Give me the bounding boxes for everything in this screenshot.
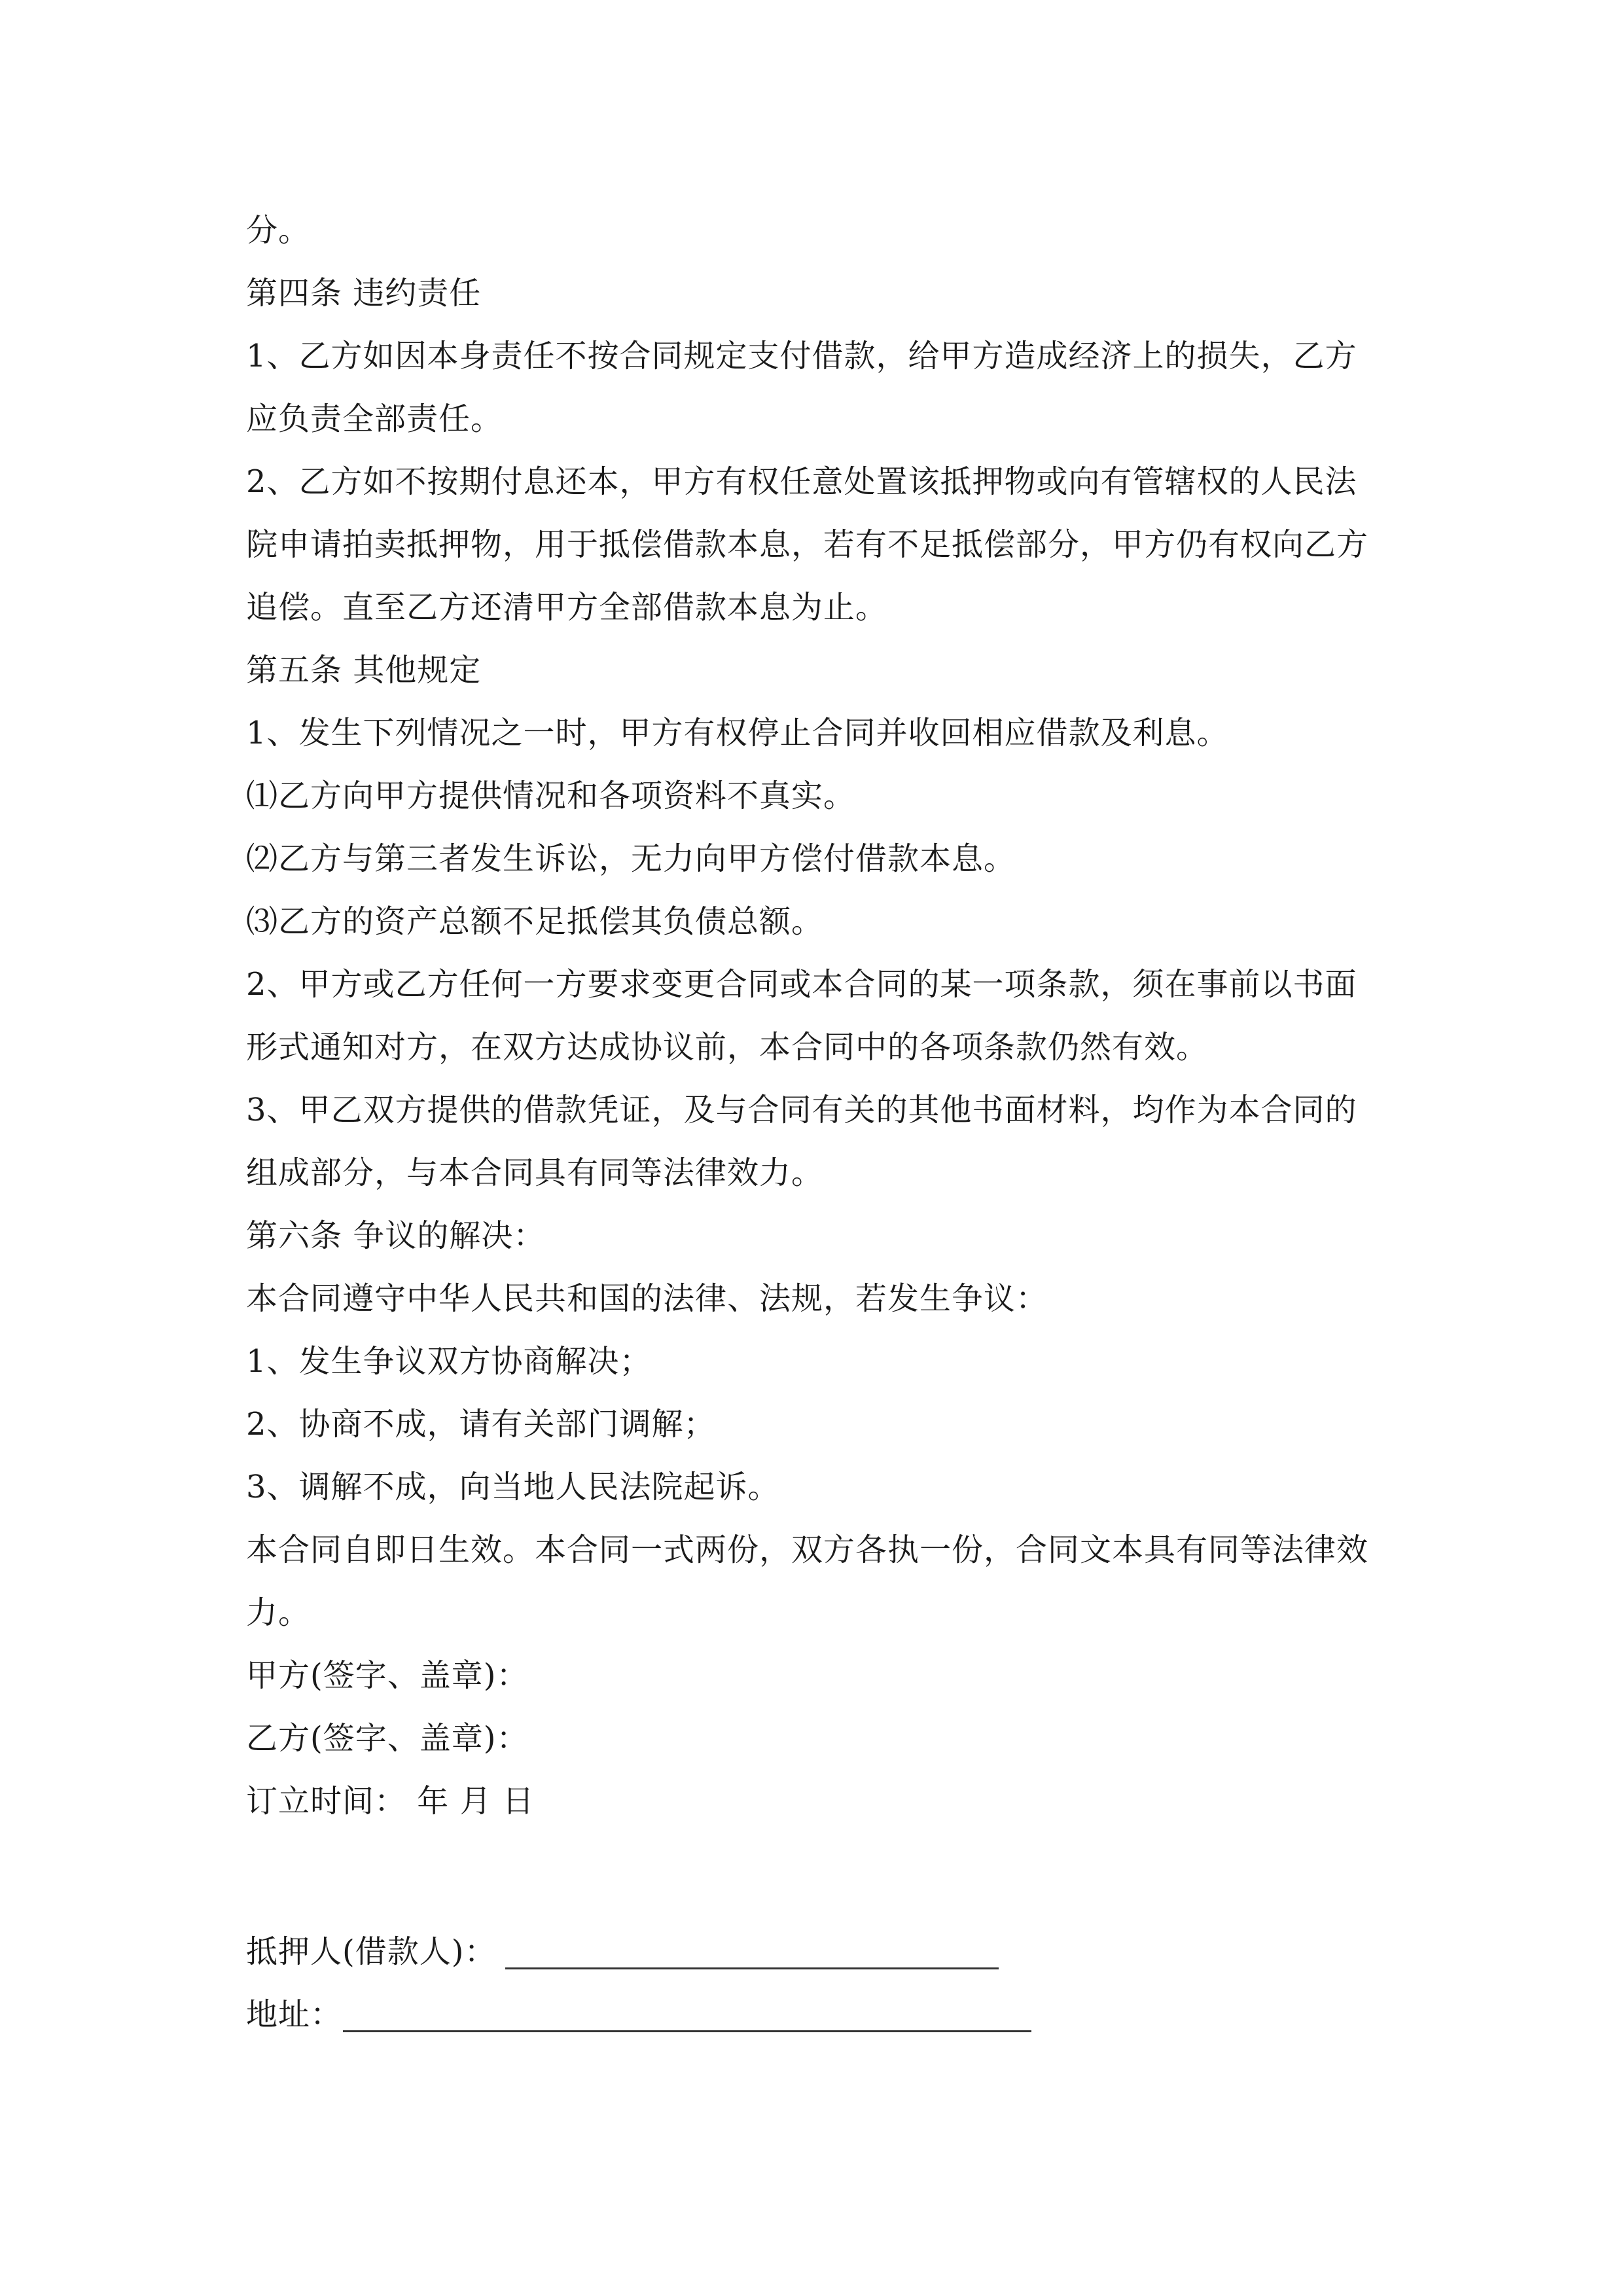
article-4-heading: 第四条 违约责任 <box>246 275 482 312</box>
text-line: 组成部分，与本合同具有同等法律效力。 <box>246 1155 824 1191</box>
text-line: 本合同自即日生效。本合同一式两份，双方各执一份，合同文本具有同等法律效 <box>246 1532 1369 1568</box>
mortgagor-blank <box>505 1967 999 1969</box>
text-line: 3、甲乙双方提供的借款凭证，及与合同有关的其他书面材料，均作为本合同的 <box>246 1092 1357 1128</box>
article-5-heading: 第五条 其他规定 <box>246 652 482 689</box>
article-6-heading: 第六条 争议的解决： <box>246 1217 546 1254</box>
text-line: 3、调解不成，向当地人民法院起诉。 <box>246 1469 780 1505</box>
text-line: 2、协商不成，请有关部门调解； <box>246 1406 716 1443</box>
address-label: 地址： <box>246 1996 343 2033</box>
text-line: ⑶乙方的资产总额不足抵偿其负债总额。 <box>246 903 824 940</box>
text-line: 2、乙方如不按期付息还本，甲方有权任意处置该抵押物或向有管辖权的人民法 <box>246 463 1357 500</box>
text-line: ⑴乙方向甲方提供情况和各项资料不真实。 <box>246 778 856 814</box>
text-line: 1、乙方如因本身责任不按合同规定支付借款，给甲方造成经济上的损失，乙方 <box>246 338 1357 374</box>
text-line: 应负责全部责任。 <box>246 401 503 437</box>
text-line: 本合同遵守中华人民共和国的法律、法规，若发生争议： <box>246 1280 1048 1317</box>
text-line: 力。 <box>246 1594 311 1631</box>
text-line: ⑵乙方与第三者发生诉讼，无力向甲方偿付借款本息。 <box>246 840 1016 877</box>
mortgagor-label: 抵押人(借款人)： <box>246 1933 497 1970</box>
text-line: 2、甲方或乙方任何一方要求变更合同或本合同的某一项条款，须在事前以书面 <box>246 966 1357 1003</box>
party-b-signature-line: 乙方(签字、盖章)： <box>246 1720 529 1757</box>
text-line: 形式通知对方，在双方达成协议前，本合同中的各项条款仍然有效。 <box>246 1029 1209 1066</box>
text-line: 追偿。直至乙方还清甲方全部借款本息为止。 <box>246 589 888 626</box>
text-line: 院申请拍卖抵押物，用于抵偿借款本息，若有不足抵偿部分，甲方仍有权向乙方 <box>246 526 1369 563</box>
address-blank <box>343 2030 1031 2032</box>
party-a-signature-line: 甲方(签字、盖章)： <box>246 1657 529 1694</box>
signing-date-line: 订立时间： 年 月 日 <box>246 1783 535 1820</box>
text-line: 分。 <box>246 212 311 249</box>
text-line: 1、发生争议双方协商解决； <box>246 1343 652 1380</box>
text-line: 1、发生下列情况之一时，甲方有权停止合同并收回相应借款及利息。 <box>246 715 1229 751</box>
